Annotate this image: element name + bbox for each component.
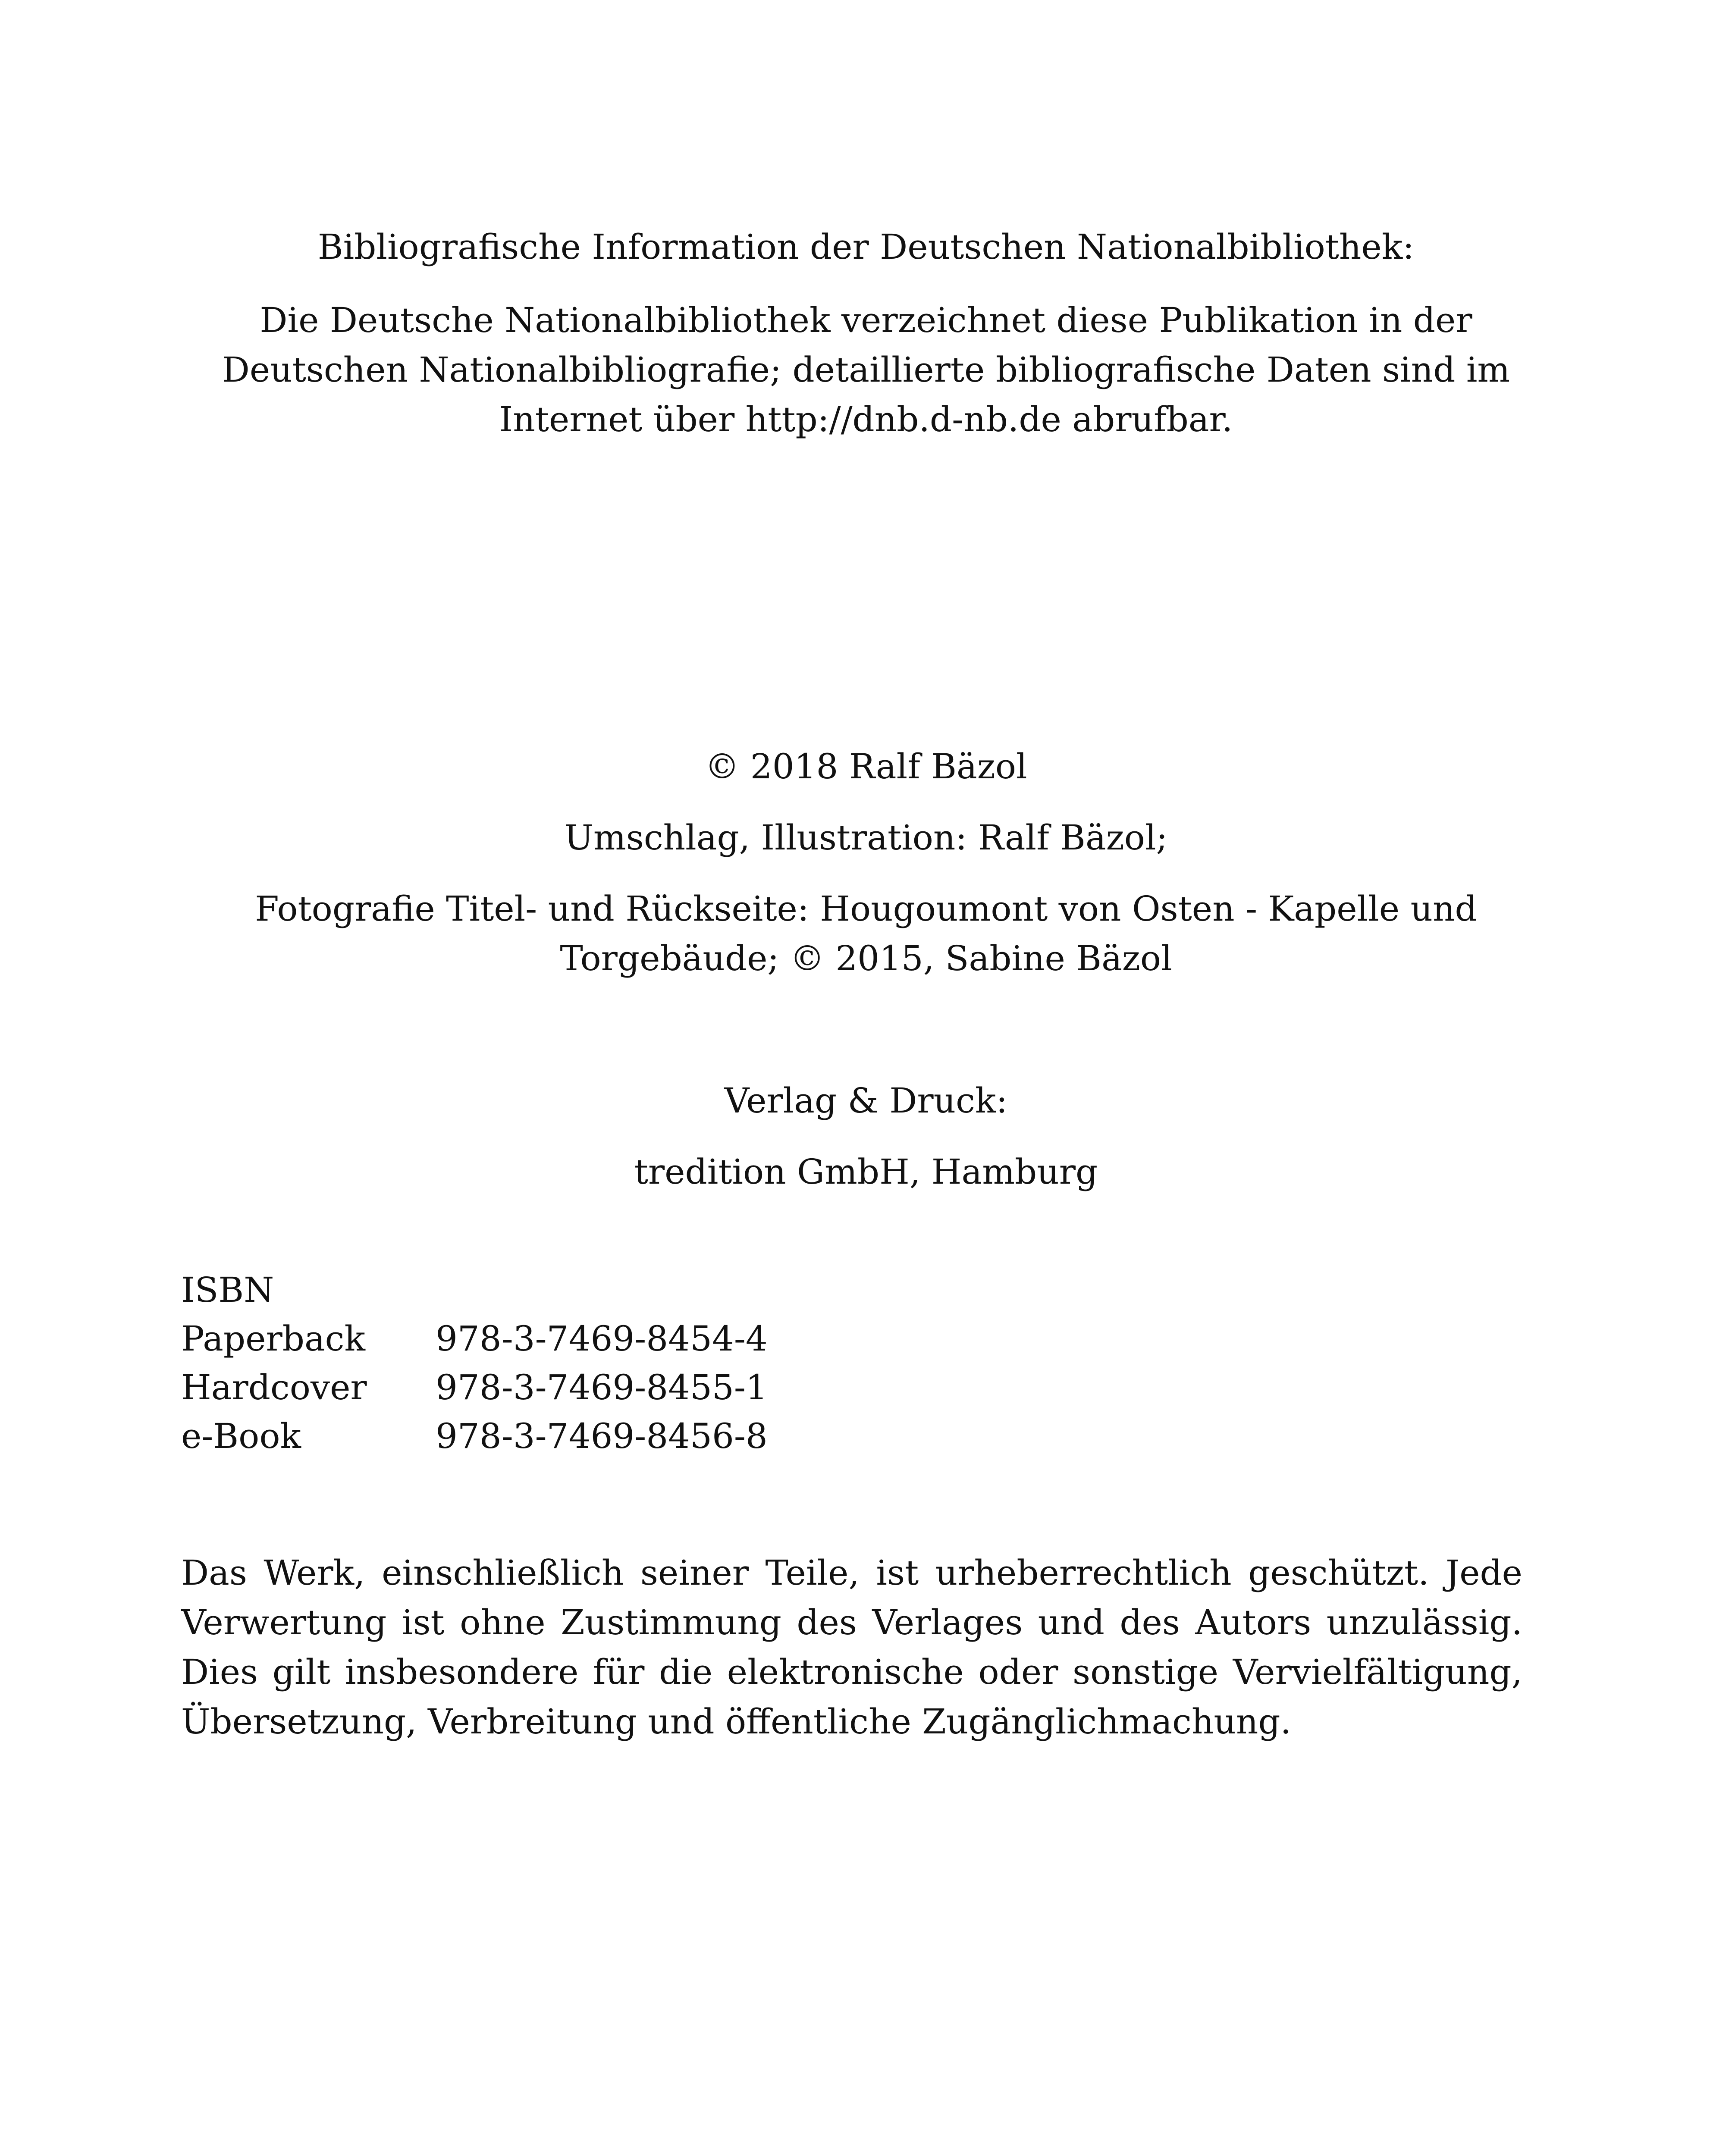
publisher-label: Verlag & Druck: (724, 1081, 1008, 1121)
publisher-name: tredition GmbH, Hamburg (634, 1152, 1098, 1192)
isbn-type: Hardcover (181, 1367, 367, 1407)
isbn-type: e-Book (181, 1416, 301, 1456)
dnb-notice-line: Deutschen Nationalbibliografie; detaillierte bibliografische Daten sind im (222, 350, 1510, 390)
copyright-line: © 2018 Ralf Bäzol (705, 746, 1027, 787)
isbn-number: 978-3-7469-8454-4 (436, 1319, 768, 1359)
isbn-type: Paperback (181, 1319, 365, 1359)
rights-notice: Das Werk, einschließlich seiner Teile, ist urheberrechtlich geschützt. Jede Verwertung ist ohne Zustimmung des Verlages und des Autors unzulässig. Dies gilt insbesondere für die elektronische oder sonstige Vervielfältigung, Übersetzung, Verbreitung und öffentliche Zugänglichmachung. (181, 1553, 1522, 1742)
photo-credit-line: Fotografie Titel- und Rückseite: Hougoumont von Osten - Kapelle und (255, 889, 1477, 929)
cover-credit: Umschlag, Illustration: Ralf Bäzol; (564, 818, 1168, 858)
isbn-heading: ISBN (181, 1270, 274, 1310)
isbn-row (181, 1412, 768, 1460)
isbn-row (181, 1363, 768, 1412)
dnb-heading: Bibliografische Information der Deutschen Nationalbibliothek: (317, 227, 1415, 267)
isbn-block (181, 1266, 768, 1460)
isbn-number: 978-3-7469-8455-1 (436, 1367, 768, 1407)
dnb-notice-line: Die Deutsche Nationalbibliothek verzeichnet diese Publikation in der (260, 300, 1472, 340)
isbn-number: 978-3-7469-8456-8 (436, 1416, 768, 1456)
photo-credit-line: Torgebäude; © 2015, Sabine Bäzol (560, 938, 1172, 978)
isbn-row (181, 1314, 768, 1363)
dnb-notice-line: Internet über http://dnb.d-nb.de abrufbar. (499, 399, 1233, 439)
photo-credit (181, 884, 1551, 983)
dnb-notice (181, 295, 1551, 444)
